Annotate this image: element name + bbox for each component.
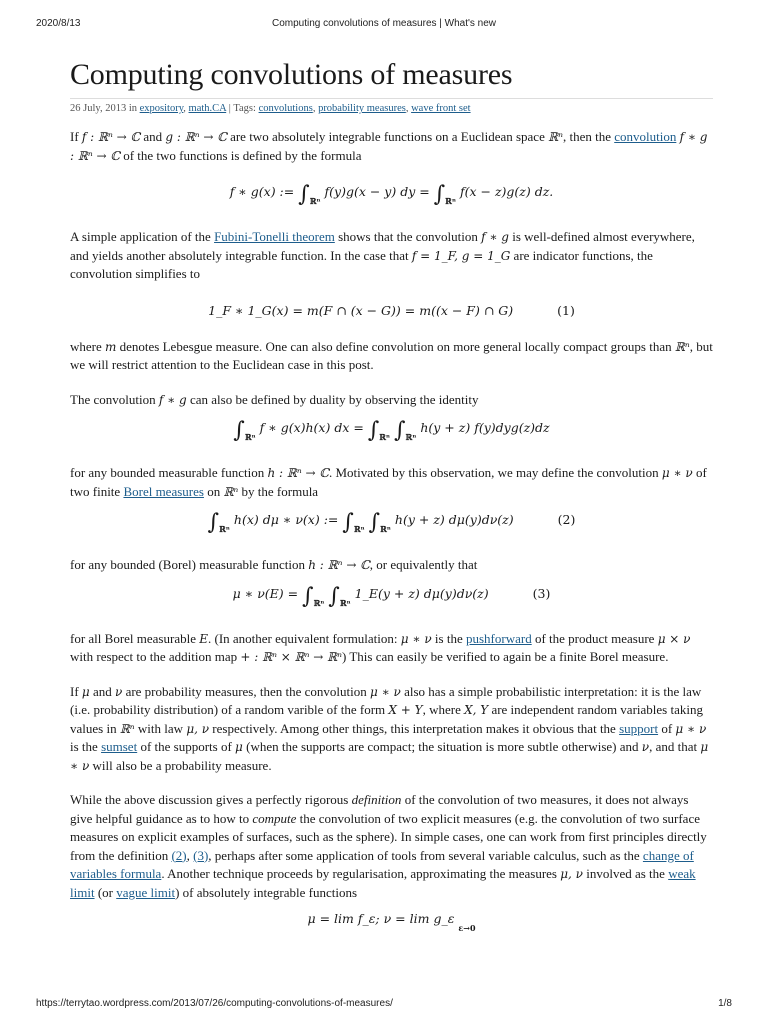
post-date: 26 July, 2013 (70, 103, 127, 114)
paragraph-9: While the above discussion gives a perfectly rigorous definition of the convolution of two measures, it does not always give helpful guidance as to how to compute the convolution of two explicit measures (e.g. the convolution of two surface measures on explicit examples of surfaces, such as the sphere). In simple cases, one can work from first principles directly from the definition (2), (3), perhaps after some application of tools from several variable calculus, such as the change of variables formula. Another technique proceeds by regularisation, approximating the measures μ, ν involved as the weak limit (or vague limit) of absolutely integrable functions (70, 792, 707, 900)
print-title: Computing convolutions of measures | What's new (271, 18, 497, 29)
link-ref-2[interactable]: (2) (171, 847, 187, 863)
link-weak-limit[interactable]: weak limit (70, 866, 696, 900)
link-ref-3[interactable]: (3) (193, 847, 209, 863)
print-header (36, 18, 732, 29)
equation-1: 1_F ∗ 1_G(x) = m(F ∩ (x − G)) = m((x − F) ∩ G) (1) (208, 302, 575, 318)
paragraph-5: for any bounded measurable function h : ℝⁿ → ℂ. Motivated by this observation, we may define the convolution μ ∗ ν of two finite Borel measures on ℝⁿ by the formula (70, 465, 707, 499)
post-title: Computing convolutions of measures (70, 58, 513, 91)
print-footer (36, 998, 732, 1009)
category-expository[interactable]: expository (139, 103, 184, 114)
link-sumset[interactable]: sumset (101, 739, 138, 754)
paragraph-3: where m denotes Lebesgue measure. One can also define convolution on more general locally compact groups than ℝⁿ, but we will restrict attention to the Euclidean case in this post. (70, 338, 713, 372)
paragraph-1: If f : ℝⁿ → ℂ and g : ℝⁿ → ℂ are two absolutely integrable functions on a Euclidean space ℝⁿ, then the convolution f ∗ g : ℝⁿ → ℂ of the two functions is defined by the formula (70, 129, 708, 163)
tag-probability-measures[interactable]: probability measures (318, 103, 406, 114)
paragraph-7: for all Borel measurable E. (In another equivalent formulation: μ ∗ ν is the pushforward of the product measure μ × ν with respect to the addition map + : ℝⁿ × ℝⁿ → ℝⁿ) This can easily be verified to again be a finite Borel measure. (70, 630, 691, 664)
equation-number-1: (1) (557, 302, 575, 318)
link-convolution[interactable]: convolution (614, 129, 677, 144)
equation-convolution-def: f ∗ g(x) := $\int_{ℝ^n}$ f(y)g(x − y) dy = $\int_{ℝ^n}$ f(x − z)g(z) dz. (229, 182, 554, 207)
tag-wave-front-set[interactable]: wave front set (411, 103, 471, 114)
tag-convolutions[interactable]: convolutions (258, 103, 313, 114)
paragraph-6: for any bounded (Borel) measurable function h : ℝⁿ → ℂ, or equivalently that (70, 557, 478, 572)
link-borel-measures[interactable]: Borel measures (123, 483, 204, 499)
category-math-ca[interactable]: math.CA (188, 103, 227, 114)
paragraph-8: If μ and ν are probability measures, then the convolution μ ∗ ν also has a simple probabilistic interpretation: it is the law (i.e. probability distribution) of a random varible of the form X + Y, where X, Y are independent random variables taking values in ℝⁿ with law μ, ν respectively. Among other things, this interpretation makes it obvious that the support of μ ∗ ν is the sumset of the supports of μ (when the supports are compact; the situation is more subtle otherwise) and ν, and that μ ∗ ν will also be a probability measure. (70, 683, 709, 773)
link-support[interactable]: support (619, 720, 659, 736)
equation-duality: $\int_{ℝ^n}$ f ∗ g(x)h(x) dx = $\int_{ℝ^n}$ $\int_{ℝ^n}$ h(y + z) f(y)dyg(z)dz (233, 418, 550, 443)
equation-limits: μ = lim f_ε; ν = lim g_ε $_{\varepsilon\to 0}$ (307, 911, 476, 933)
link-pushforward[interactable]: pushforward (465, 630, 532, 646)
paragraph-4: The convolution f ∗ g can also be defined by duality by observing the identity (70, 391, 479, 407)
equation-number-3: (3) (532, 585, 551, 601)
post-meta: 26 July, 2013 in expository, math.CA | Tags: convolutions, probability measures, wave front set (70, 98, 713, 114)
equation-2: $\int_{ℝ^n}$ h(x) dμ ∗ ν(x) := $\int_{ℝ^n}$ $\int_{ℝ^n}$ h(y + z) dμ(y)dν(z) (2) (207, 510, 576, 535)
link-change-of-variables[interactable]: change of variables formula (70, 847, 694, 881)
article (70, 58, 713, 955)
equation-number-2: (2) (557, 512, 576, 527)
equation-3: μ ∗ $\nu(E) = \int_{ℝ^n}$ $\int_{ℝ^n}$ 1_E(y + z) dμ(y)dν(z) (3) (232, 583, 551, 609)
print-url: https://terrytao.wordpress.com/2013/07/26/computing-convolutions-of-measures/ (36, 998, 393, 1009)
print-date: 2020/8/13 (36, 18, 81, 29)
paragraph-2: A simple application of the Fubini-Tonelli theorem shows that the convolution f ∗ g is well-defined almost everywhere, and yields another absolutely integrable function. In the case that f = 1_F, g = 1_G are indicator functions, the convolution simplifies to (70, 229, 695, 281)
link-fubini-tonelli[interactable]: Fubini-Tonelli theorem (214, 229, 335, 244)
print-page-number: 1/8 (718, 998, 732, 1009)
link-vague-limit[interactable]: vague limit (116, 884, 176, 900)
